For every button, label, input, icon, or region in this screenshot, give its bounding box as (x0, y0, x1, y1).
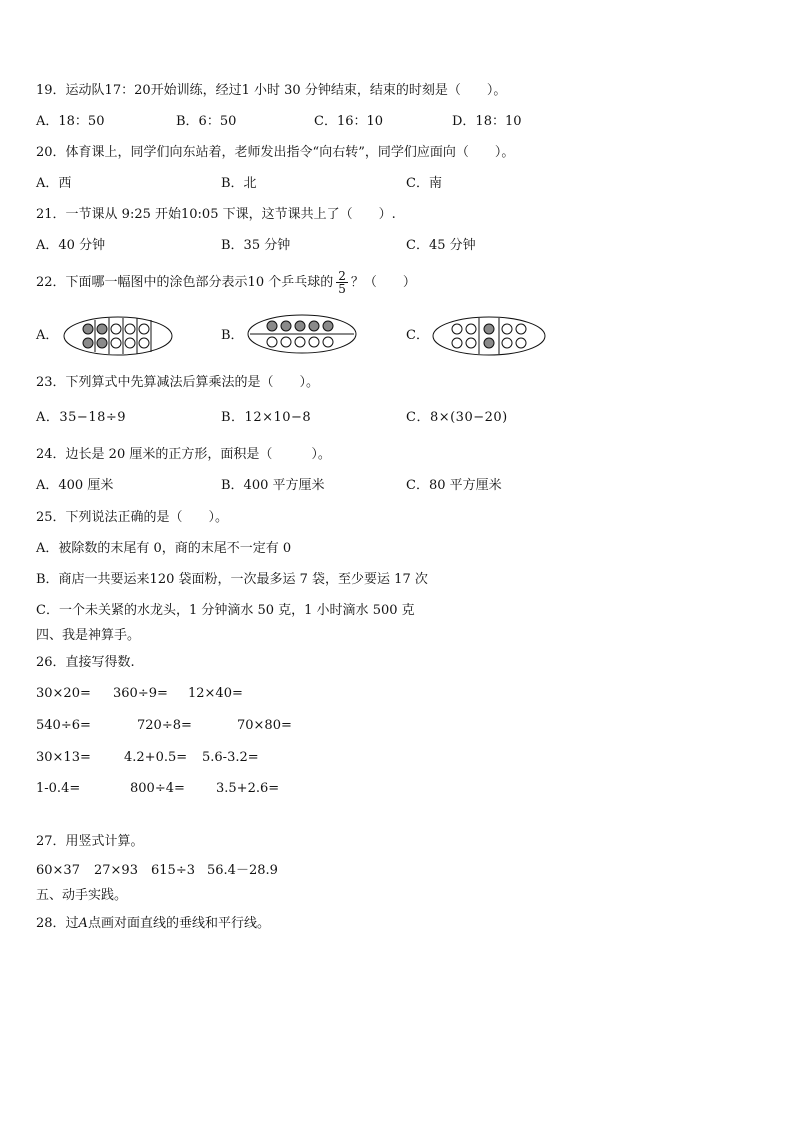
q22-fraction-numerator: 2 (338, 269, 346, 283)
q20-option-c[interactable]: C．南 (406, 176, 442, 191)
q19-option-c[interactable]: C．16：10 (314, 114, 384, 129)
q26-item: 360÷9= (113, 686, 168, 701)
q26-item: 540÷6= (36, 718, 91, 733)
q26-item: 3.5+2.6= (216, 781, 280, 796)
q27-stem: 27．用竖式计算。 (36, 834, 144, 849)
q26-item: 5.6-3.2= (202, 750, 259, 765)
q20-options (36, 175, 756, 193)
q27-item: 60×37 (36, 863, 80, 878)
q28-point-label: A (78, 916, 88, 931)
q19-option-a[interactable]: A．18：50 (36, 114, 105, 129)
q24-option-c[interactable]: C．80 平方厘米 (406, 478, 502, 493)
q26-item: 720÷8= (137, 718, 192, 733)
q22-stem-text: 22．下面哪一幅图中的涂色部分表示10 个乒乓球的 (36, 275, 334, 290)
q24-option-b[interactable]: B．400 平方厘米 (221, 478, 325, 493)
q23-stem: 23．下列算式中先算减法后算乘法的是（ ）。 (36, 375, 320, 390)
q23-options (36, 409, 756, 427)
q26-item: 1-0.4= (36, 781, 81, 796)
q19-option-b[interactable]: B．6：50 (176, 114, 237, 129)
q22-stem (36, 268, 416, 298)
q22-figure-c[interactable] (431, 314, 547, 358)
q24-option-a[interactable]: A．400 厘米 (36, 478, 114, 493)
q22-stem-tail: ？（ ） (350, 275, 416, 290)
q26-item: 800÷4= (130, 781, 185, 796)
q24-stem: 24．边长是 20 厘米的正方形，面积是（ ）。 (36, 447, 331, 462)
q27-item: 27×93 (94, 863, 138, 878)
section-5-heading: 五、动手实践。 (36, 888, 128, 903)
q23-option-a[interactable]: A．35−18÷9 (36, 410, 127, 425)
q27-item: 56.4－28.9 (207, 863, 278, 878)
q21-option-c[interactable]: C．45 分钟 (406, 238, 476, 253)
q21-stem: 21．一节课从 9:25 开始10:05 下课，这节课共上了（ ）. (36, 207, 396, 222)
q25-option-c[interactable]: C．一个未关紧的水龙头，1 分钟滴水 50 克，1 小时滴水 500 克 (36, 603, 415, 618)
q26-item: 12×40= (188, 686, 243, 701)
q27-item: 615÷3 (151, 863, 195, 878)
q26-item: 30×13= (36, 750, 91, 765)
q26-row (36, 780, 756, 798)
q25-stem: 25．下列说法正确的是（ ）。 (36, 510, 229, 525)
q21-option-b[interactable]: B．35 分钟 (221, 238, 291, 253)
q26-row (36, 717, 756, 735)
q26-item: 30×20= (36, 686, 91, 701)
q20-option-b[interactable]: B．北 (221, 176, 257, 191)
q19-options (36, 113, 756, 131)
q28-stem-tail: 点画对面直线的垂线和平行线。 (87, 916, 270, 931)
q26-row (36, 749, 756, 767)
q26-item: 70×80= (237, 718, 292, 733)
q26-row (36, 685, 756, 703)
q19-stem: 19．运动队17：20开始训练，经过1 小时 30 分钟结束，结束的时刻是（ ）。 (36, 83, 507, 98)
q21-options (36, 237, 756, 255)
q22-figure-a[interactable] (62, 314, 174, 358)
q22-figure-b[interactable] (246, 312, 358, 356)
q22-fraction-denominator: 5 (338, 282, 346, 296)
q20-option-a[interactable]: A．西 (36, 176, 72, 191)
q22-option-a-label[interactable]: A． (36, 328, 59, 343)
q24-options (36, 477, 756, 495)
section-4-heading: 四、我是神算手。 (36, 628, 141, 643)
q28-stem-text: 28．过 (36, 916, 79, 931)
q22-figure-a-grid (95, 318, 151, 354)
q26-stem: 26．直接写得数. (36, 655, 135, 670)
q23-option-b[interactable]: B．12×10−8 (221, 410, 312, 425)
q26-item: 4.2+0.5= (124, 750, 188, 765)
q22-option-c-label[interactable]: C． (406, 328, 429, 343)
q21-option-a[interactable]: A．40 分钟 (36, 238, 106, 253)
q28-stem (36, 915, 270, 933)
q25-option-b[interactable]: B．商店一共要运来120 袋面粉，一次最多运 7 袋，至少要运 17 次 (36, 572, 428, 587)
q23-option-c[interactable]: C．8×(30−20) (406, 410, 508, 425)
q22-option-b-label[interactable]: B． (221, 328, 244, 343)
q19-option-d[interactable]: D．18：10 (452, 114, 522, 129)
q20-stem: 20．体育课上，同学们向东站着，老师发出指令“向右转”，同学们应面向（ ）。 (36, 145, 515, 160)
q27-items (36, 862, 756, 880)
q22-fraction (336, 270, 348, 295)
q25-option-a[interactable]: A．被除数的末尾有 0，商的末尾不一定有 0 (36, 541, 292, 556)
